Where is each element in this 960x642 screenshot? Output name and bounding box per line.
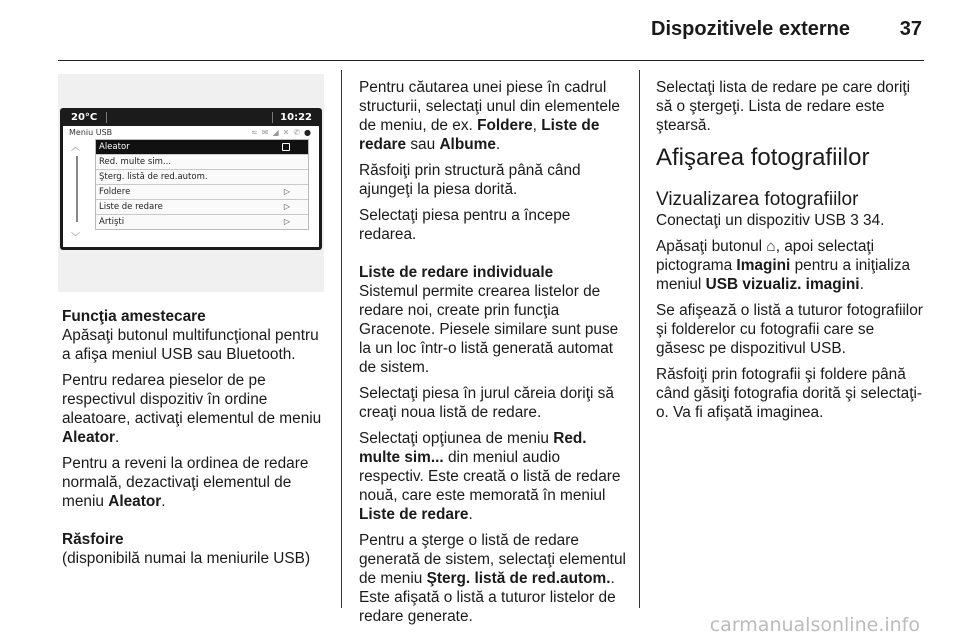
- usb-menu-list: [95, 139, 309, 230]
- paragraph: Pentru a şterge o listă de redare generată de sistem, selectaţi elementul de meniu Şterg. listă de red.autom.. Este afişată o listă a tuturor listelor de redare generate.: [359, 532, 626, 625]
- page-header-title: Dispozitivele externe: [651, 18, 850, 40]
- wifi-icon: ≈: [251, 128, 262, 137]
- scroll-up-icon[interactable]: ︿: [71, 143, 81, 153]
- paragraph: (disponibilă numai la meniurile USB): [62, 550, 311, 567]
- paragraph: Selectaţi piesa în jurul căreia doriţi să creaţi noua listă de redare.: [359, 385, 614, 421]
- menu-item-label: Aleator: [99, 142, 130, 152]
- menu-item-foldere[interactable]: [96, 185, 308, 200]
- paragraph: Apăsaţi butonul multifuncţional pentru a afişa meniul USB sau Bluetooth.: [62, 327, 319, 363]
- chevron-right-icon: ▷: [283, 217, 290, 226]
- status-separator: [106, 112, 107, 123]
- menu-item-label: Liste de redare: [99, 202, 163, 212]
- page-reference-link[interactable]: 3 34: [850, 212, 881, 229]
- infotainment-screen: [60, 108, 322, 250]
- bluetooth-icon: ✕: [282, 128, 294, 137]
- menu-item-liste-de-redare[interactable]: [96, 200, 308, 215]
- menu-item-red-multe-sim[interactable]: [96, 155, 308, 170]
- subsection-title: Vizualizarea fotografiilor: [656, 189, 859, 210]
- paragraph: Răsfoiţi prin structură până când ajungeţi la piesa dorită.: [359, 162, 581, 198]
- header-rule: [58, 60, 924, 61]
- paragraph: Selectaţi lista de redare pe care doriţi să o ştergeţi. Lista de redare este ştearsă.: [656, 79, 911, 134]
- paragraph: Pentru a reveni la ordinea de redare normală, dezactivaţi elementul de meniu Aleator.: [62, 455, 309, 510]
- signal-icon: ◢: [272, 128, 283, 137]
- usb-menu-panel: [63, 126, 319, 247]
- phone-icon: ✆: [293, 128, 305, 137]
- mute-icon: ✉: [261, 128, 273, 137]
- scroll-down-icon[interactable]: ﹀: [71, 233, 81, 243]
- text-column-1: [62, 307, 330, 575]
- page-number: 37: [899, 18, 922, 40]
- checkbox-icon[interactable]: [282, 143, 290, 151]
- menu-item-label: Foldere: [99, 187, 131, 197]
- paragraph: Se afişează o listă a tuturor fotografiilor şi folderelor cu fotografii care se găsesc pe dispozitivul USB.: [656, 302, 923, 357]
- menu-item-label: Red. multe sim...: [99, 157, 172, 167]
- paragraph: Selectaţi piesa pentru a începe redarea.: [359, 207, 571, 243]
- paragraph: Pentru redarea pieselor de pe respectivul dispozitiv în ordine aleatoare, activaţi elementul de meniu Aleator.: [62, 372, 322, 446]
- paragraph: Răsfoiţi prin fotografii şi foldere până când găsiţi fotografia dorită şi selectaţi-o. Va fi afişată imaginea.: [656, 366, 923, 421]
- text-column-3: [656, 78, 926, 429]
- section-title: Afişarea fotografiilor: [656, 144, 870, 171]
- temperature-readout: 20°C: [71, 112, 98, 123]
- status-bar: [64, 110, 318, 125]
- menu-item-aleator[interactable]: [96, 140, 308, 155]
- paragraph: Sistemul permite crearea listelor de redare noi, create prin funcţia Gracenote. Piesele similare sunt puse la un loc într-o listă generată automat de sistem.: [359, 283, 619, 376]
- section-heading: Liste de redare individuale: [359, 264, 554, 281]
- scrollbar[interactable]: [76, 156, 78, 222]
- connectivity-icons: [251, 128, 315, 137]
- paragraph: Apăsaţi butonul ⌂, apoi selectaţi pictograma Imagini pentru a iniţializa meniul USB vizualiz. imagini.: [656, 238, 911, 293]
- watermark: carmanualsonline.info: [709, 614, 920, 636]
- column-divider-1: [341, 70, 342, 608]
- menu-item-label: Artişti: [99, 217, 125, 227]
- menu-item-sterg-lista[interactable]: [96, 170, 308, 185]
- clock-readout: 10:22: [280, 112, 312, 123]
- paragraph: Pentru căutarea unei piese în cadrul structurii, selectaţi unul din elementele de meniu, de ex. Foldere, Liste de redare sau Albume.: [359, 79, 620, 153]
- paragraph: Selectaţi opţiunea de meniu Red. multe sim... din meniul audio respectiv. Este creată o listă de redare nouă, care este memorată în meniul Liste de redare.: [359, 430, 621, 523]
- section-heading: Răsfoire: [62, 531, 124, 548]
- paragraph: Conectaţi un dispozitiv USB 3 34.: [656, 212, 885, 229]
- section-heading: Funcţia amestecare: [62, 308, 206, 325]
- column-divider-2: [639, 70, 640, 608]
- chevron-right-icon: ▷: [283, 202, 290, 211]
- status-separator: [272, 112, 273, 123]
- usb-icon: ●: [304, 128, 315, 137]
- chevron-right-icon: ▷: [283, 187, 290, 196]
- text-column-2: [359, 78, 629, 633]
- home-icon: ⌂: [766, 238, 776, 255]
- menu-item-artisti[interactable]: [96, 215, 308, 229]
- menu-item-label: Şterg. listă de red.autom.: [99, 172, 208, 182]
- panel-title: Meniu USB: [69, 128, 113, 137]
